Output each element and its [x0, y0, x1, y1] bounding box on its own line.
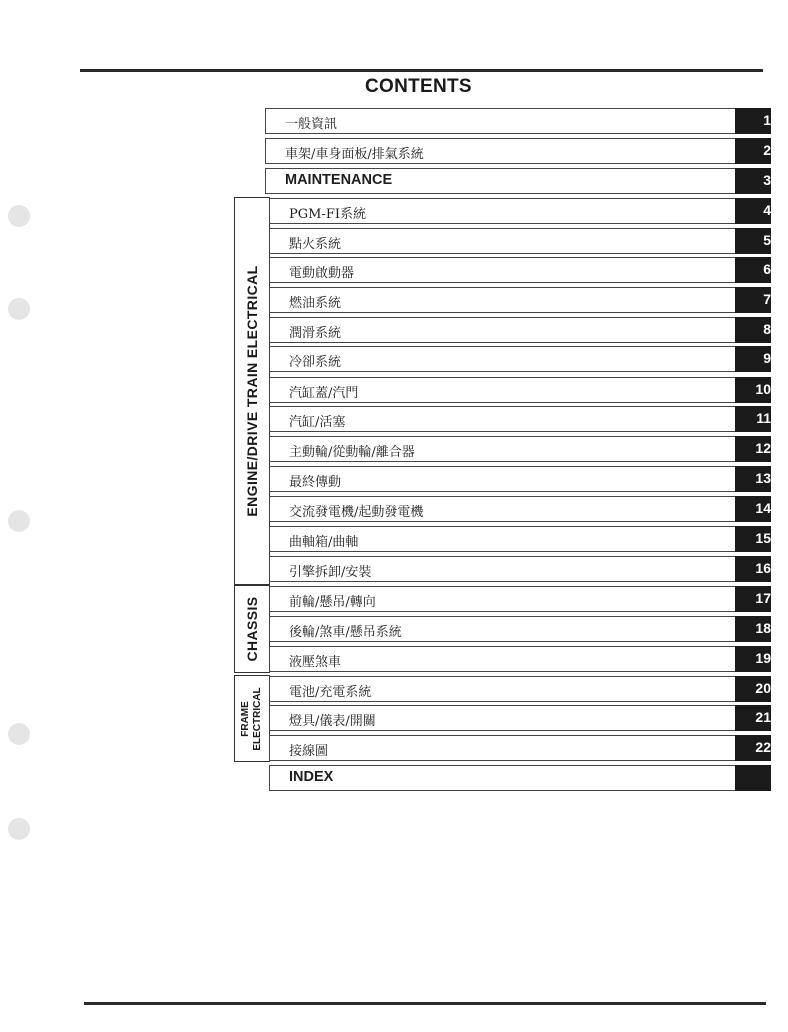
- section-number: 22: [755, 739, 771, 755]
- group-label-chassis: [244, 596, 260, 661]
- section-number: 20: [755, 680, 771, 696]
- section-tab: [735, 257, 771, 283]
- toc-label: 冷卻系統: [289, 355, 342, 370]
- toc-row-5[interactable]: [269, 228, 771, 254]
- toc-label: 燃油系統: [289, 296, 342, 311]
- toc-label: 主動輪/從動輪/離合器: [289, 445, 415, 460]
- toc-row-22[interactable]: [269, 735, 771, 761]
- toc-label: 曲軸箱/曲軸: [289, 535, 359, 550]
- section-tab: [735, 556, 771, 582]
- section-tab: [735, 616, 771, 642]
- toc-label: 接線圖: [289, 744, 329, 759]
- section-number: 2: [763, 142, 771, 158]
- section-number: 3: [763, 172, 771, 188]
- section-tab: [735, 198, 771, 224]
- toc-label: 點火系統: [289, 237, 342, 252]
- section-tab: [735, 646, 771, 672]
- toc-label: 汽缸蓋/汽門: [289, 386, 359, 401]
- scan-speck: [8, 723, 30, 745]
- toc-row-1[interactable]: [265, 108, 771, 134]
- page-title: CONTENTS: [365, 76, 472, 97]
- toc-label: 汽缸/活塞: [289, 415, 346, 430]
- section-number: 13: [755, 470, 771, 486]
- toc-label: 燈具/儀表/開關: [289, 714, 376, 729]
- section-number: 17: [755, 590, 771, 606]
- section-number: 16: [755, 560, 771, 576]
- toc-label: 引擎拆卸/安裝: [289, 565, 372, 580]
- section-number: 5: [763, 232, 771, 248]
- toc-row-15[interactable]: [269, 526, 771, 552]
- group-engine-drive-train: [234, 197, 270, 585]
- toc-row-8[interactable]: [269, 317, 771, 343]
- group-label-line: FRAME: [240, 700, 251, 737]
- toc-row-7[interactable]: [269, 287, 771, 313]
- toc-label: 液壓煞車: [289, 655, 342, 670]
- toc-row-3[interactable]: [265, 168, 771, 194]
- section-number: 15: [755, 530, 771, 546]
- group-label-frame: [240, 687, 264, 750]
- section-tab: [735, 586, 771, 612]
- toc-label: INDEX: [289, 769, 334, 785]
- toc-row-18[interactable]: [269, 616, 771, 642]
- section-tab: [735, 735, 771, 761]
- toc-label: 最終傳動: [289, 475, 342, 490]
- section-tab: [735, 138, 771, 164]
- section-tab: [735, 526, 771, 552]
- toc-row-12[interactable]: [269, 436, 771, 462]
- toc-row-4[interactable]: [269, 198, 771, 224]
- group-chassis: [234, 585, 270, 673]
- section-number: 14: [755, 500, 771, 516]
- scan-speck: [8, 298, 30, 320]
- toc-row-17[interactable]: [269, 586, 771, 612]
- section-number: 10: [755, 381, 771, 397]
- toc-row-16[interactable]: [269, 556, 771, 582]
- toc-row-14[interactable]: [269, 496, 771, 522]
- group-label-engine: [244, 265, 260, 516]
- section-tab: [735, 346, 771, 372]
- section-tab: [735, 765, 771, 791]
- toc-row-19[interactable]: [269, 646, 771, 672]
- section-number: 19: [755, 650, 771, 666]
- section-number: 4: [763, 202, 771, 218]
- toc-label: 潤滑系統: [289, 326, 342, 341]
- group-label-line: ELECTRICAL: [252, 686, 263, 751]
- group-frame-electrical: [234, 675, 270, 762]
- section-tab: [735, 676, 771, 702]
- scan-speck: [8, 205, 30, 227]
- toc-row-9[interactable]: [269, 346, 771, 372]
- toc-label: 交流發電機/起動發電機: [289, 505, 424, 520]
- toc-label: 車架/車身面板/排氣系統: [285, 147, 424, 162]
- section-number: 18: [755, 620, 771, 636]
- section-number: 21: [755, 709, 771, 725]
- section-tab: [735, 287, 771, 313]
- toc-row-21[interactable]: [269, 705, 771, 731]
- scan-speck: [8, 818, 30, 840]
- scan-speck: [8, 510, 30, 532]
- section-tab: [735, 466, 771, 492]
- bottom-rule: [84, 1002, 766, 1005]
- section-number: 8: [763, 321, 771, 337]
- toc-row-6[interactable]: [269, 257, 771, 283]
- section-tab: [735, 496, 771, 522]
- toc-row-index[interactable]: [269, 765, 771, 791]
- toc-label: 一般資訊: [285, 117, 338, 132]
- toc-row-11[interactable]: [269, 406, 771, 432]
- toc-label: MAINTENANCE: [285, 172, 393, 188]
- section-number: 7: [763, 291, 771, 307]
- section-number: 12: [755, 440, 771, 456]
- section-tab: [735, 228, 771, 254]
- section-number: 11: [756, 410, 771, 426]
- toc-label: 前輪/懸吊/轉向: [289, 595, 376, 610]
- toc-label: PGM-FI系統: [289, 207, 366, 222]
- section-tab: [735, 705, 771, 731]
- section-tab: [735, 108, 771, 134]
- section-tab: [735, 436, 771, 462]
- toc-row-13[interactable]: [269, 466, 771, 492]
- toc-row-20[interactable]: [269, 676, 771, 702]
- section-number: 1: [763, 112, 771, 128]
- toc-label: 後輪/煞車/懸吊系統: [289, 625, 402, 640]
- section-tab: [735, 168, 771, 194]
- top-rule: [80, 69, 763, 72]
- group-label-line: CHASSIS: [244, 596, 260, 662]
- toc-row-2[interactable]: [265, 138, 771, 164]
- section-number: 9: [763, 350, 771, 366]
- section-tab: [735, 317, 771, 343]
- group-label-line: ENGINE/DRIVE TRAIN ELECTRICAL: [244, 265, 260, 517]
- toc-label: 電池/充電系統: [289, 685, 372, 700]
- toc-label: 電動啟動器: [289, 266, 355, 281]
- section-tab: [735, 377, 771, 403]
- section-tab: [735, 406, 771, 432]
- section-number: 6: [763, 261, 771, 277]
- toc-row-10[interactable]: [269, 377, 771, 403]
